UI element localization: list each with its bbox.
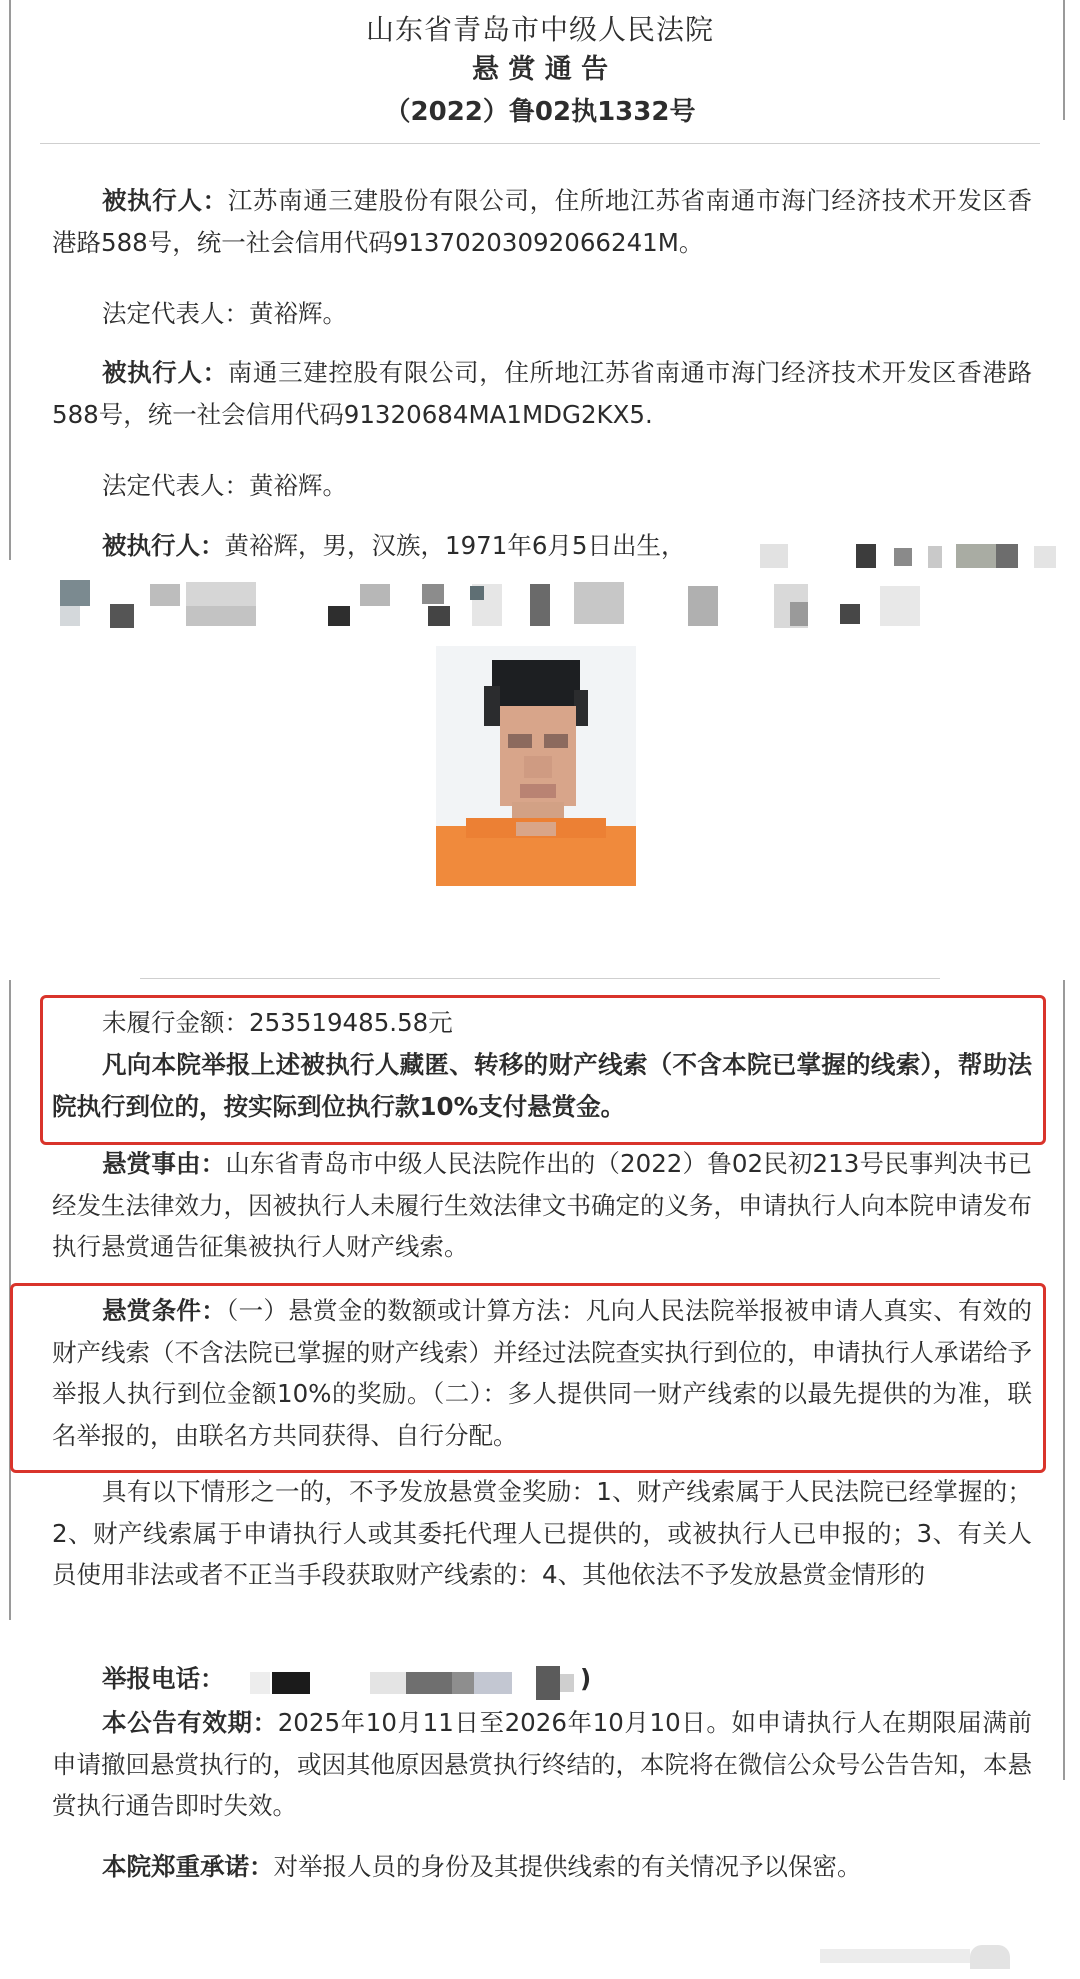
amount-value: 253519485.58元 xyxy=(249,1008,453,1037)
hotline-label: 举报电话： xyxy=(102,1664,225,1693)
party-text: 黄裕辉，男，汉族，1971年6月5日出生， xyxy=(224,531,686,560)
validity-text: 2025年10月11日至2026年10月10日。如申请执行人在期限届满前申请撤回悬赏执行的，或因其他原因悬赏执行终结的，本院将在微信公众号公告告知，本悬赏执行通告即时失效。 xyxy=(52,1708,1033,1820)
party-company-2 xyxy=(52,352,1032,435)
reward-statement xyxy=(52,1044,1032,1127)
reward-reason xyxy=(52,1143,1032,1268)
case-number: （2022）鲁02执1332号 xyxy=(384,97,696,127)
promise-label: 本院郑重承诺： xyxy=(102,1852,274,1881)
document-title: 悬 赏 通 告 xyxy=(471,54,609,85)
reward-text: 凡向本院举报上述被执行人藏匿、转移的财产线索（不含本院已掌握的线索），帮助法院执行到位的，按实际到位执行款10%支付悬赏金。 xyxy=(52,1050,1032,1121)
promise-text: 对举报人员的身份及其提供线索的有关情况予以保密。 xyxy=(273,1852,862,1881)
redacted-personal-info xyxy=(760,540,1060,572)
reason-label: 悬赏事由： xyxy=(102,1149,226,1178)
legal-rep-text: 法定代表人：黄裕辉。 xyxy=(102,471,347,500)
party-text: 江苏南通三建股份有限公司，住所地江苏省南通市海门经济技术开发区香港路588号，统一社会信用代码91370203092066241M。 xyxy=(52,186,1032,257)
section-divider xyxy=(140,978,940,979)
court-promise xyxy=(52,1846,1032,1888)
party-label: 被执行人： xyxy=(102,358,228,387)
party-company-1 xyxy=(52,180,1032,263)
redacted-personal-info-line2 xyxy=(60,580,1060,632)
legal-rep-text: 法定代表人：黄裕辉。 xyxy=(102,299,347,328)
hotline-closing-paren: ) xyxy=(580,1664,592,1693)
exclusions-text: 具有以下情形之一的，不予发放悬赏金奖励：1、财产线索属于人民法院已经掌握的；2、财产线索属于申请执行人或其委托代理人已提供的，或被执行人已申报的；3、有关人员使用非法或者不正当手段获取财产线索的：4、其他依法不予发放悬赏金情形的 xyxy=(52,1477,1032,1589)
defendant-photo xyxy=(436,646,636,886)
legal-rep-1 xyxy=(52,293,1032,335)
court-name: 山东省青岛市中级人民法院 xyxy=(365,13,714,46)
conditions-text: （一）悬赏金的数额或计算方法：凡向人民法院举报被申请人真实、有效的财产线索（不含法院已掌握的财产线索）并经过法院查实执行到位的，申请执行人承诺给予举报人执行到位金额10%的奖励。（二）：多人提供同一财产线索的以最先提供的为准，联名举报的，由联名方共同获得、自行分配。 xyxy=(52,1296,1033,1450)
reward-conditions xyxy=(52,1290,1032,1456)
watermark xyxy=(820,1945,1020,1969)
legal-rep-2 xyxy=(52,465,1032,507)
party-label: 被执行人： xyxy=(102,186,228,215)
unpaid-amount xyxy=(52,1002,1032,1044)
party-text: 南通三建控股有限公司，住所地江苏省南通市海门经济技术开发区香港路588号，统一社会信用代码91320684MA1MDG2KX5. xyxy=(52,358,1032,429)
notice-validity xyxy=(52,1702,1032,1827)
reason-text: 山东省青岛市中级人民法院作出的（2022）鲁02民初213号民事判决书已经发生法律效力，因被执行人未履行生效法律文书确定的义务，申请执行人向本院申请发布执行悬赏通告征集被执行人财产线索。 xyxy=(52,1149,1032,1261)
redacted-phone-number xyxy=(250,1664,580,1700)
party-label: 被执行人： xyxy=(102,531,225,560)
reward-exclusions xyxy=(52,1471,1032,1596)
validity-label: 本公告有效期： xyxy=(102,1708,278,1737)
conditions-label: 悬赏条件： xyxy=(102,1296,227,1325)
page-frame-right-lower xyxy=(1063,980,1065,1780)
header-divider xyxy=(40,143,1040,144)
amount-label: 未履行金额： xyxy=(102,1008,249,1037)
